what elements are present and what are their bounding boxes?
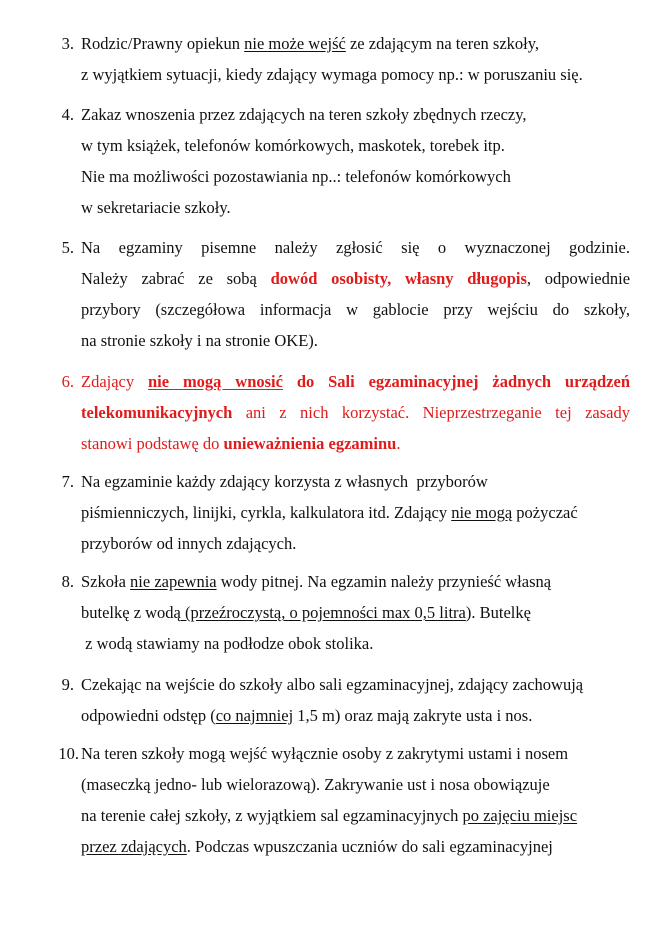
item-line: Należy zabrać ze sobą dowód osobisty, własny długopis, odpowiednie bbox=[81, 269, 631, 288]
item-number: 9. bbox=[61, 675, 74, 694]
item-line: butelkę z wodą (przeźroczystą, o pojemności max 0,5 litra). Butelkę bbox=[81, 603, 531, 622]
emphasis-text: telekomunikacyjnych bbox=[81, 403, 233, 422]
item-line: przyborów od innych zdających. bbox=[81, 534, 297, 553]
item-number: 10. bbox=[58, 744, 79, 763]
item-line: Zakaz wnoszenia przez zdających na teren szkoły zbędnych rzeczy, bbox=[81, 105, 527, 124]
underlined-text: (przeźroczystą, o pojemności max 0,5 litra bbox=[180, 603, 466, 622]
item-line: Zdający nie mogą wnosić do Sali egzaminacyjnej żadnych urządzeń bbox=[81, 372, 630, 391]
item-line: Rodzic/Prawny opiekun nie może wejść ze zdającym na teren szkoły, bbox=[81, 34, 540, 53]
item-number: 4. bbox=[61, 105, 74, 124]
item-line: telekomunikacyjnych ani z nich korzystać. Nieprzestrzeganie tej zasady bbox=[81, 403, 630, 422]
item-line: w sekretariacie szkoły. bbox=[81, 198, 231, 217]
underlined-text: nie zapewnia bbox=[130, 572, 217, 591]
item-line: piśmienniczych, linijki, cyrkla, kalkulatora itd. Zdający nie mogą pożyczać bbox=[81, 503, 578, 522]
item-line: odpowiedni odstęp (co najmniej 1,5 m) oraz mają zakryte usta i nos. bbox=[81, 706, 533, 725]
underlined-text: nie mogą bbox=[451, 503, 513, 522]
emphasis-text: dowód osobisty bbox=[270, 269, 388, 288]
item-line: przybory (szczegółowa informacja w gablocie przy wejściu do szkoły, bbox=[81, 300, 630, 319]
item-line: z wodą stawiamy na podłodze obok stolika. bbox=[81, 634, 374, 653]
item-line: Na egzaminie każdy zdający korzysta z własnych przyborów bbox=[81, 472, 488, 491]
item-line: (maseczką jedno- lub wielorazową). Zakrywanie ust i nosa obowiązuje bbox=[81, 775, 550, 794]
item-line: stanowi podstawę do unieważnienia egzaminu. bbox=[81, 434, 401, 453]
underlined-text: co najmniej bbox=[215, 706, 294, 725]
item-number: 3. bbox=[61, 34, 74, 53]
item-line: Czekając na wejście do szkoły albo sali egzaminacyjnej, zdający zachowują bbox=[81, 675, 584, 694]
emphasis-text: do Sali egzaminacyjnej żadnych urządzeń bbox=[296, 372, 630, 391]
item-number: 5. bbox=[61, 238, 74, 257]
item-line: na stronie szkoły i na stronie OKE). bbox=[81, 331, 318, 350]
underlined-text: nie może wejść bbox=[244, 34, 346, 53]
item-line: Szkoła nie zapewnia wody pitnej. Na egzamin należy przynieść własną bbox=[81, 572, 552, 591]
item-number: 8. bbox=[61, 572, 74, 591]
item-line: Na teren szkoły mogą wejść wyłącznie osoby z zakrytymi ustami i nosem bbox=[81, 744, 569, 763]
item-line: Nie ma możliwości pozostawiania np..: telefonów komórkowych bbox=[81, 167, 511, 186]
item-line: przez zdających. Podczas wpuszczania uczniów do sali egzaminacyjnej bbox=[81, 837, 553, 856]
emphasis-text: własny długopis bbox=[404, 269, 527, 288]
item-line: na terenie całej szkoły, z wyjątkiem sal egzaminacyjnych po zajęciu miejsc bbox=[81, 806, 578, 825]
emphasis-text: nie mogą wnosić bbox=[148, 372, 283, 391]
item-number: 6. bbox=[61, 372, 74, 391]
item-line: Na egzaminy pisemne należy zgłosić się o wyznaczonej godzinie. bbox=[81, 238, 630, 257]
underlined-text: po zajęciu miejsc bbox=[462, 806, 578, 825]
item-line: w tym książek, telefonów komórkowych, maskotek, torebek itp. bbox=[81, 136, 505, 155]
underlined-text: przez zdających bbox=[81, 837, 187, 856]
emphasis-text: unieważnienia egzaminu bbox=[223, 434, 397, 453]
item-line: z wyjątkiem sytuacji, kiedy zdający wymaga pomocy np.: w poruszaniu się. bbox=[81, 65, 583, 84]
item-number: 7. bbox=[61, 472, 74, 491]
